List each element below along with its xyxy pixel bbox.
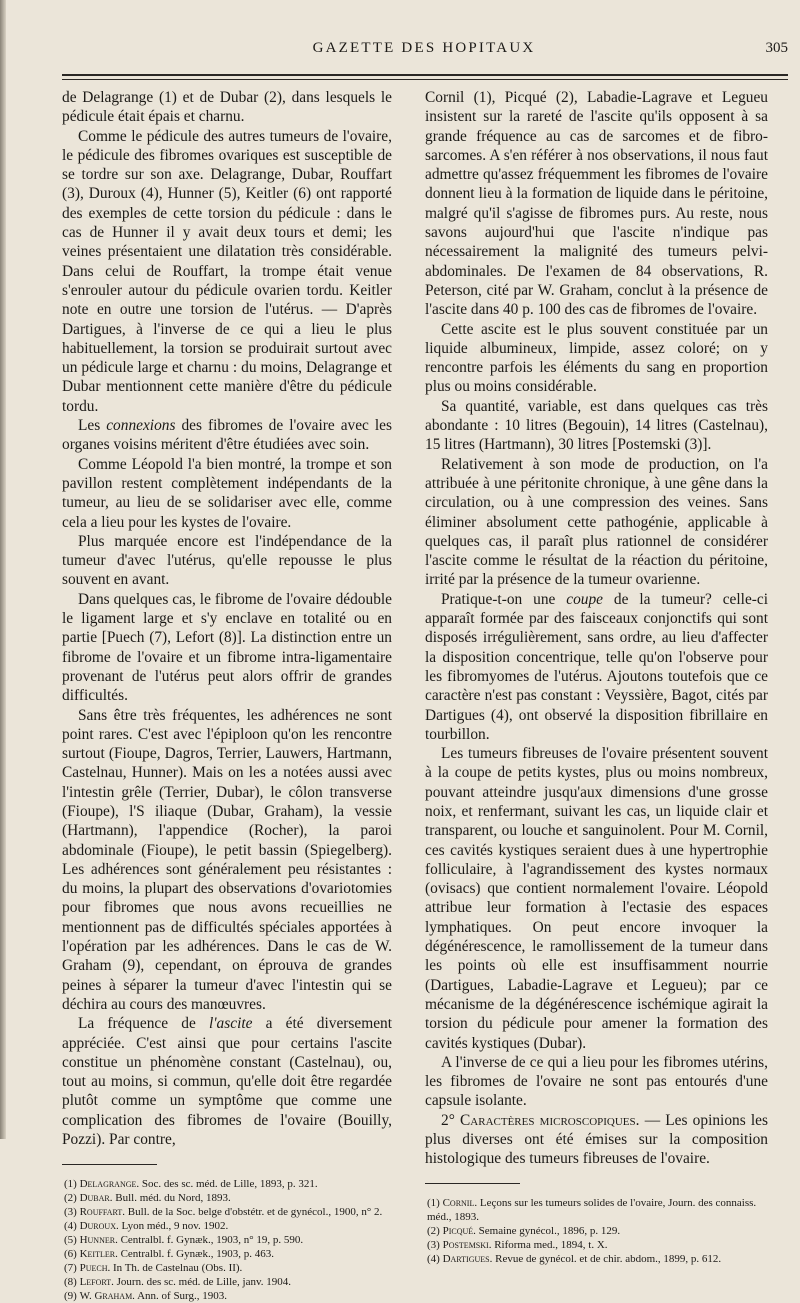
right-paragraph-5 [425, 590, 768, 744]
right-paragraph-6: Les tumeurs fibreuses de l'ovaire présentent souvent à la coupe de petits kystes, plus ou moins nombreux, pouvant atteindre jusqu'aux dimensions d'une grosse noix, et renfermant, suivant les cas, un liquide clair et transparent, ou louche et sanguinolent. Pour M. Cornil, ces cavités kystiques seraient dues à une hypertrophie folliculaire, à l'agrandissement des kystes normaux (ovisacs) que contient normalement l'ovaire. Léopold attribue leur formation à l'ectasie des espaces lymphatiques. On peut encore invoquer la dégénérescence, le ramollissement de la tumeur dans les points où elle est insuffisamment nourrie (Dartigues, Labadie-Lagrave et Legueu); par ce mécanisme de la dégénérescence ischémique agirait la torsion du pédicule pour amener la formation des cavités kystiques (Dubar). [425, 745, 768, 1052]
left-paragraph-3-end: des fibromes de l'ovaire avec les organes voisins méritent d'être étudiées avec soin. [62, 417, 392, 454]
right-paragraph-1: Cornil (1), Picqué (2), Labadie-Lagrave et Legueu insistent sur la rareté de l'ascite qu'ils opposent à sa grande fréquence au cas de sarcomes et de fibro-sarcomes. A s'en référer à nos observations, il nous faut admettre qu'assez fréquemment les fibromes de l'ovaire donnent lieu à la formation de liquide dans le péritoine, malgré qu'il s'agisse de fibromes purs. Au reste, nous savons aujourd'hui que l'ascite n'indique pas nécessairement la malignité des tumeurs pelvi-abdominales. De l'examen de 84 observations, R. Peterson, cité par W. Graham, conclut à la présence de l'ascite dans 40 p. 100 des cas de fibromes de l'ovaire. [425, 89, 768, 319]
right-footnote-rule [425, 1183, 520, 1184]
page-header [60, 40, 788, 62]
running-title: GAZETTE DES HOPITAUX [312, 40, 536, 56]
left-paragraph-8-start: La fréquence de [78, 1015, 209, 1033]
left-paragraph-8-italic: l'ascite [208, 1015, 253, 1033]
right-footnotes [425, 1196, 768, 1266]
footnote: (3) Postemski. Riforma med., 1894, t. X. [427, 1238, 608, 1251]
left-paragraph-3-start: Les [78, 417, 107, 435]
right-paragraph-5-start: Pratique-t-on une [441, 590, 567, 608]
footnote: (1) Cornil. Leçons sur les tumeurs solides de l'ovaire, Journ. des connaiss. méd., 1893. [427, 1196, 757, 1223]
page-number: 305 [765, 40, 788, 56]
left-paragraph-5: Plus marquée encore est l'indépendance de la tumeur d'avec l'utérus, qu'elle repousse le plus souvent en avant. [62, 532, 392, 589]
header-rule-thin [62, 79, 788, 80]
right-paragraph-2: Cette ascite est le plus souvent constituée par un liquide albumineux, limpide, assez coloré; on y rencontre parfois les éléments du sang en proportion plus ou moins considérable. [425, 320, 768, 396]
footnote: (2) Dubar. Bull. méd. du Nord, 1893. [64, 1192, 231, 1205]
left-paragraph-6: Dans quelques cas, le fibrome de l'ovaire dédouble le ligament large et s'y enclave en totalité ou en partie [Puech (7), Lefort (8)]. La distinction entre un fibrome de l'ovaire et un fibrome intra-ligamentaire provenant de l'utérus peut alors offrir de grandes difficultés. [62, 590, 392, 705]
header-rule-thick [62, 74, 788, 76]
left-paragraph-3 [62, 416, 392, 455]
left-footnotes [62, 1177, 392, 1303]
right-paragraph-7: A l'inverse de ce qui a lieu pour les fibromes utérins, les fibromes de l'ovaire ne sont pas entourés d'une capsule isolante. [425, 1053, 768, 1110]
footnote: (6) Keitler. Centralbl. f. Gynæk., 1903, p. 463. [64, 1248, 274, 1261]
left-paragraph-8-end: a été diversement appréciée. C'est ainsi que pour certains l'ascite constitue un phénomène constant (Castelnau), ou, tout au moins, si commun, qu'elle doit être regardée plutôt comme un symptôme que comme une complication des fibromes de l'ovaire (Bouilly, Pozzi). Par contre, [62, 1015, 392, 1149]
right-paragraph-5-italic: coupe [566, 590, 604, 608]
right-paragraph-5-end: de la tumeur? celle-ci apparaît formée par des faisceaux conjonctifs qui sont disposés irrégulièrement, sans ordre, au lieu d'affecter la disposition concentrique, telle qu'on l'observe pour les fibromyomes de l'utérus. Ajoutons toutefois que ce caractère n'est pas constant : Veyssière, Bagot, cités par Dartigues (4), ont observé la disposition fibrillaire en tourbillon. [425, 590, 769, 743]
left-paragraph-7: Sans être très fréquentes, les adhérences ne sont point rares. C'est avec l'épiploon qu'on les rencontre surtout (Fioupe, Dagros, Terrier, Lauwers, Hartmann, Castelnau, Hunner). Mais on les a notées aussi avec l'intestin grêle (Terrier, Dubar), le côlon transverse (Fioupe), l'S iliaque (Dubar, Graham), la vessie (Hartmann), l'appendice (Rocher), la paroi abdominale (Fioupe), le petit bassin (Spiegelberg). Les adhérences sont généralement peu résistantes : du moins, la plupart des observations d'ovariotomies pour fibromes que nous avons recueillies ne mentionnent pas de difficultés spéciales apportées à l'opération par les adhérences. Dans le cas de W. Graham (9), cependant, on éprouva de grandes peines à séparer la tumeur d'avec l'intestin qui se déchira au cours des manœuvres. [62, 706, 392, 1013]
section-heading: 2° Caractères microscopiques. [441, 1111, 640, 1129]
left-column [62, 88, 392, 1303]
left-paragraph-8 [62, 1014, 392, 1149]
footnote: (4) Duroux. Lyon méd., 9 nov. 1902. [64, 1220, 229, 1233]
footnote: (1) Delagrange. Soc. des sc. méd. de Lille, 1893, p. 321. [64, 1178, 318, 1191]
left-paragraph-1: de Delagrange (1) et de Dubar (2), dans lesquels le pédicule était épais et charnu. [62, 89, 392, 126]
footnote: (8) Lefort. Journ. des sc. méd. de Lille, janv. 1904. [64, 1276, 291, 1289]
right-paragraph-4: Relativement à son mode de production, on l'a attribuée à une péritonite chronique, à une gêne dans la circulation, ou à une compression des veines. Sans éliminer absolument cette pathogénie, applicable à quelques cas, il paraît plus rationnel de considérer l'ascite comme le résultat de la réaction du péritoine, irrité par la présence de la tumeur ovarienne. [425, 455, 768, 589]
left-paragraph-4: Comme Léopold l'a bien montré, la trompe et son pavillon restent complètement indépendants de la tumeur, au lieu de se solidariser avec elle, comme cela a lieu pour les kystes de l'ovaire. [62, 455, 392, 531]
left-paragraph-2: Comme le pédicule des autres tumeurs de l'ovaire, le pédicule des fibromes ovariques est susceptible de se tordre sur son axe. Delagrange, Dubar, Rouffart (3), Duroux (4), Hunner (5), Keitler (6) ont rapporté des exemples de cette torsion du pédicule : dans le cas de Hunner il y avait deux tours et demi; les veines présentaient une dilatation très considérable. Dans celui de Rouffart, la trompe était venue s'enrouler autour du pédicule ovarien tordu. Keitler note en outre une torsion de l'utérus. — D'après Dartigues, à l'inverse de ce qui a lieu le plus habituellement, la torsion se produirait surtout avec un pédicule large et charnu : du moins, Delagrange et Dubar mentionnent cette manière d'être du pédicule tordu. [62, 127, 392, 415]
left-paragraph-3-italic: connexions [106, 417, 176, 435]
footnote: (9) W. Graham. Ann. of Surg., 1903. [64, 1290, 228, 1303]
left-footnote-rule [62, 1164, 157, 1165]
section-heading-paragraph [425, 1111, 768, 1169]
footnote: (4) Dartigues. Revue de gynécol. et de chir. abdom., 1899, p. 612. [427, 1252, 722, 1265]
footnote: (2) Picqué. Semaine gynécol., 1896, p. 129. [427, 1224, 621, 1237]
footnote: (7) Puech. In Th. de Castelnau (Obs. II). [64, 1262, 243, 1275]
section-heading-text: — Les opinions les plus diverses ont été émises sur la composition histologique des tumeurs fibreuses de l'ovaire. [425, 1111, 768, 1168]
footnote: (5) Hunner. Centralbl. f. Gynæk., 1903, n° 19, p. 590. [64, 1234, 304, 1247]
right-paragraph-3: Sa quantité, variable, est dans quelques cas très abondante : 10 litres (Begouin), 14 litres (Castelnau), 15 litres (Hartmann), 30 litres [Postemski (3)]. [425, 397, 768, 454]
page-binding-edge [0, 0, 6, 1139]
footnote: (3) Rouffart. Bull. de la Soc. belge d'obstétr. et de gynécol., 1900, n° 2. [64, 1206, 383, 1219]
right-column [425, 88, 768, 1266]
